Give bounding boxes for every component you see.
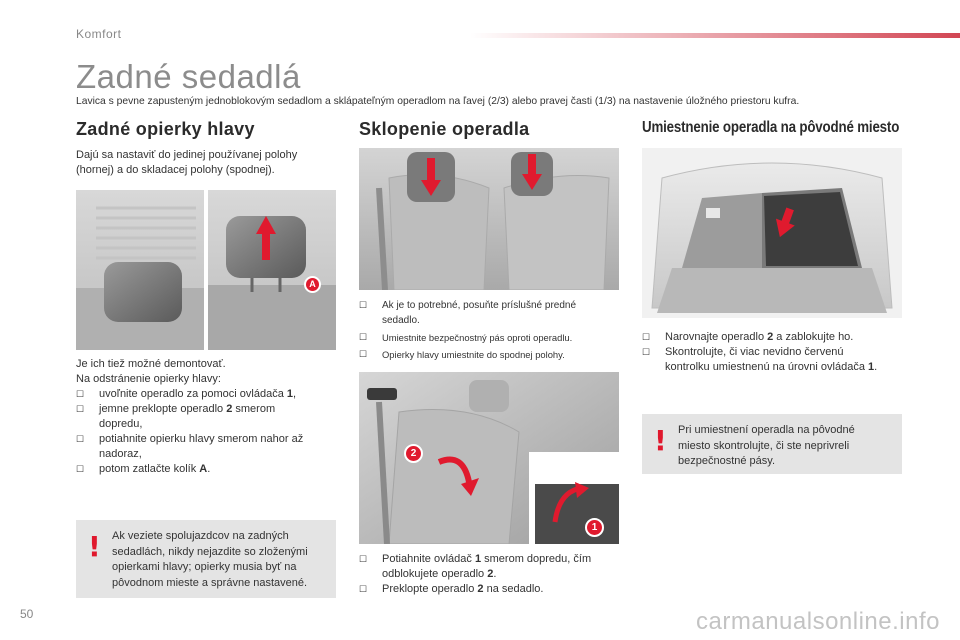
col1-para-line1: Je ich tiež možné demontovať. <box>76 358 226 370</box>
header-accent-bar <box>470 33 960 38</box>
trunk-photo <box>642 148 902 318</box>
checkbox-bullet-icon: ☐ <box>359 584 368 594</box>
col3-warning-line2: miesto skontrolujte, či ste neprivreli <box>678 439 850 452</box>
col1-warning-line1: Ak veziete spolujazdcov na zadných <box>112 530 289 542</box>
col1-warning-line3: opierkami hlavy; opierky musia byť na <box>112 561 297 573</box>
list-item: ☐ Preklopte operadlo 2 na sedadlo. <box>359 583 544 595</box>
checkbox-bullet-icon: ☐ <box>642 347 651 357</box>
col2-fold-text <box>359 552 629 597</box>
checkbox-bullet-icon: ☐ <box>359 332 368 342</box>
list-item: ☐ Skontrolujte, či viac nevidno červenú kontrolku umiestnenú na úrovni ovládača 1. <box>642 346 878 373</box>
col2-prep-text <box>359 298 629 362</box>
col3-text <box>642 330 922 375</box>
list-item: ☐ Narovnajte operadlo 2 a zablokujte ho. <box>642 331 854 343</box>
col2-fold-list <box>359 552 629 597</box>
checkbox-bullet-icon: ☐ <box>359 554 368 564</box>
col1-intro <box>76 148 346 178</box>
headrest-lowered-photo <box>359 148 619 290</box>
callout-2-label: 2 <box>410 448 417 459</box>
section-label: Komfort <box>76 27 122 41</box>
seat-fold-photo <box>359 372 619 544</box>
list-item: ☐ Opierky hlavy umiestnite do spodnej polohy. <box>359 349 565 360</box>
list-item: ☐ potiahnite opierku hlavy smerom nahor až nadoraz, <box>76 433 304 460</box>
col1-intro-line1: Dajú sa nastaviť do jedinej používanej polohy <box>76 149 298 161</box>
callout-1-label: 1 <box>591 522 598 533</box>
list-item: ☐ Potiahnite ovládač 1 smerom dopredu, čím odblokujete operadlo 2. <box>359 553 592 580</box>
page-intro: Lavica s pevne zapusteným jednoblokovým sedadlom a sklápateľným operadlom na ľavej (2/3) alebo pravej časti (1/3) na nastavenie úložného priestoru kufra. <box>76 96 800 107</box>
list-item: ☐ uvoľnite operadlo za pomoci ovládača 1, <box>76 388 297 400</box>
callout-a-label: A <box>309 279 316 289</box>
page-number: 50 <box>20 607 34 621</box>
exclamation-icon: ! <box>88 530 101 563</box>
col1-para-line2: Na odstránenie opierky hlavy: <box>76 373 221 385</box>
list-item: ☐ jemne preklopte operadlo 2 smerom dopredu, <box>76 403 276 430</box>
checkbox-bullet-icon: ☐ <box>76 389 85 399</box>
col1-warning-line4: pôvodnom mieste a správne nastavené. <box>112 576 308 589</box>
list-item: ☐ Umiestnite bezpečnostný pás oproti operadlu. <box>359 332 573 343</box>
callout-a-badge <box>304 276 321 293</box>
col3-warning-line3: bezpečnostné pásy. <box>678 455 776 467</box>
col3-warning-line1: Pri umiestnení operadla na pôvodné <box>678 424 855 436</box>
col2-prep-list <box>359 298 629 362</box>
callout-1-badge <box>585 518 604 537</box>
list-item: ☐ potom zatlačte kolík A. <box>76 463 211 475</box>
col3-warning-box <box>642 414 902 474</box>
checkbox-bullet-icon: ☐ <box>642 332 651 342</box>
checkbox-bullet-icon: ☐ <box>359 300 368 310</box>
col3-list <box>642 330 922 375</box>
col3-title: Umiestnenie operadla na pôvodné miesto <box>642 119 900 136</box>
checkbox-bullet-icon: ☐ <box>359 349 368 359</box>
col1-warning-line2: sedadlách, nikdy nejazdite so zloženými <box>112 545 308 558</box>
col2-title: Sklopenie operadla <box>359 119 530 139</box>
page-title: Zadné sedadlá <box>76 58 301 95</box>
checkbox-bullet-icon: ☐ <box>76 434 85 444</box>
col1-title: Zadné opierky hlavy <box>76 119 255 139</box>
list-item: ☐ Ak je to potrebné, posuňte príslušné predné sedadlo. <box>359 300 577 326</box>
col1-removal-text <box>76 357 346 477</box>
exclamation-icon: ! <box>654 424 667 457</box>
headrest-photo <box>76 190 336 350</box>
col1-warning-box <box>76 520 336 598</box>
checkbox-bullet-icon: ☐ <box>76 404 85 414</box>
watermark: carmanualsonline.info <box>696 608 940 635</box>
col1-bullet-list <box>76 387 346 477</box>
col1-intro-line2: (hornej) a do skladacej polohy (spodnej). <box>76 164 275 176</box>
callout-2-badge <box>404 444 423 463</box>
checkbox-bullet-icon: ☐ <box>76 464 85 474</box>
